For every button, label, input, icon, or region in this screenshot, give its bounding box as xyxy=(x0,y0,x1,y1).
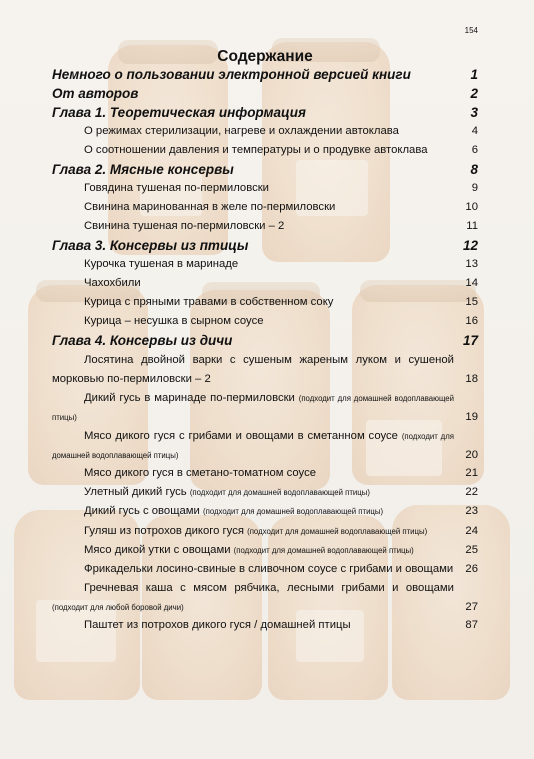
toc-chapter[interactable] xyxy=(52,237,478,256)
toc-entry[interactable] xyxy=(52,541,478,560)
toc-entry-label: О соотношении давления и температуры и о продувке автоклава xyxy=(84,144,428,156)
toc-entry-page: 87 xyxy=(465,619,478,631)
toc-entry-page: 4 xyxy=(471,125,478,137)
toc-entry[interactable] xyxy=(52,256,478,275)
toc-chapter-label: Глава 2. Мясные консервы xyxy=(52,162,234,177)
toc-entry-page: 14 xyxy=(465,277,478,289)
toc-chapter-page: 3 xyxy=(470,105,478,120)
toc-chapter-label: Глава 3. Консервы из птицы xyxy=(52,238,249,253)
toc-entry[interactable] xyxy=(52,142,478,161)
toc-entry-note: (подходит для любой боровой дичи) xyxy=(52,603,184,612)
toc-entry-label: Мясо дикого гуся в сметано-томатном соусе xyxy=(84,467,317,479)
toc-entry-page: 10 xyxy=(465,201,478,213)
toc-entry-label: Паштет из потрохов дикого гуся / домашней птицы xyxy=(84,619,351,631)
toc-entry-label: Гречневая каша с мясом рябчика, лесными грибами и овощами xyxy=(84,582,454,594)
toc-entry[interactable] xyxy=(52,123,478,142)
toc-chapter-page: 17 xyxy=(462,333,478,348)
toc-entry-label: Курочка тушеная в маринаде xyxy=(84,258,239,270)
page-number: 154 xyxy=(464,26,478,35)
toc-entry-page: 24 xyxy=(465,525,478,537)
toc-entry-page: 27 xyxy=(465,601,478,613)
toc-entry-label: Дикий гусь с овощами xyxy=(84,505,200,517)
toc-entry[interactable] xyxy=(52,484,478,503)
toc-entry-label: Лосятина двойной варки с сушеным жареным луком и сушеной морковью по-пермиловски – 2 xyxy=(52,354,454,385)
toc-entry-page: 1 xyxy=(470,67,478,82)
toc-entry[interactable] xyxy=(52,522,478,541)
toc-entry[interactable] xyxy=(52,579,478,617)
toc-entry-note: (подходит для домашней водоплавающей птицы) xyxy=(203,507,384,516)
toc-entry[interactable] xyxy=(52,465,478,484)
toc-entry-page: 2 xyxy=(470,86,478,101)
toc-entry-label: Мясо дикого гуся с грибами и овощами в сметанном соусе xyxy=(84,430,398,442)
toc-entry-page: 20 xyxy=(465,449,478,461)
toc-chapter[interactable] xyxy=(52,332,478,351)
toc-entry-page: 16 xyxy=(465,315,478,327)
toc-entry-label: Свинина тушеная по-пермиловски – 2 xyxy=(84,220,285,232)
toc-entry[interactable] xyxy=(52,351,478,389)
toc-entry-page: 23 xyxy=(465,505,478,517)
toc-entry-page: 9 xyxy=(471,182,478,194)
toc-chapter[interactable] xyxy=(52,161,478,180)
toc-entry-label: Свинина маринованная в желе по-пермиловски xyxy=(84,201,336,213)
toc-entry[interactable] xyxy=(52,66,478,85)
toc-entry[interactable] xyxy=(52,427,478,465)
table-of-contents xyxy=(52,26,478,636)
toc-entry-label: Курица с пряными травами в собственном соку xyxy=(84,296,334,308)
toc-entry-label: Чахохбили xyxy=(84,277,141,289)
toc-entry[interactable] xyxy=(52,85,478,104)
toc-chapter-page: 8 xyxy=(470,162,478,177)
toc-entry-page: 25 xyxy=(465,544,478,556)
toc-chapter-page: 12 xyxy=(462,238,478,253)
toc-entry-label: От авторов xyxy=(52,86,139,101)
toc-chapter[interactable] xyxy=(52,104,478,123)
toc-entry-label: Улетный дикий гусь xyxy=(84,486,187,498)
toc-entry-page: 6 xyxy=(471,144,478,156)
toc-entry[interactable] xyxy=(52,180,478,199)
toc-entry[interactable] xyxy=(52,199,478,218)
toc-entry-note: (подходит для домашней водоплавающей птицы) xyxy=(247,527,428,536)
toc-entry-page: 19 xyxy=(465,411,478,423)
toc-entry-note: (подходит для домашней водоплавающей птицы) xyxy=(189,488,370,497)
toc-entry[interactable] xyxy=(52,275,478,294)
toc-entry-page: 22 xyxy=(465,486,478,498)
toc-title: Содержание xyxy=(217,48,313,65)
toc-entry-label: Немного о пользовании электронной версией книги xyxy=(52,67,411,82)
toc-entry-label: Говядина тушеная по-пермиловски xyxy=(84,182,269,194)
toc-entry-label: Курица – несушка в сырном соусе xyxy=(84,315,264,327)
toc-entry-page: 18 xyxy=(465,373,478,385)
toc-entry[interactable] xyxy=(52,313,478,332)
toc-entry[interactable] xyxy=(52,617,478,636)
toc-entry[interactable] xyxy=(52,294,478,313)
toc-entry-page: 11 xyxy=(466,220,478,232)
toc-entry-label: О режимах стерилизации, нагреве и охлаждении автоклава xyxy=(84,125,399,137)
toc-entry-note: (подходит для домашней водоплавающей птицы) xyxy=(52,432,454,460)
toc-entry-label: Гуляш из потрохов дикого гуся xyxy=(84,525,244,537)
toc-chapter-label: Глава 1. Теоретическая информация xyxy=(52,105,306,120)
toc-entry-page: 21 xyxy=(465,467,478,479)
toc-entry-page: 13 xyxy=(465,258,478,270)
toc-entry-page: 15 xyxy=(465,296,478,308)
toc-entry[interactable] xyxy=(52,389,478,427)
toc-chapter-label: Глава 4. Консервы из дичи xyxy=(52,333,233,348)
toc-entry-page: 26 xyxy=(465,563,478,575)
toc-entry[interactable] xyxy=(52,503,478,522)
toc-entry-label: Мясо дикой утки с овощами xyxy=(84,544,231,556)
toc-entry-note: (подходит для домашней водоплавающей птицы) xyxy=(52,394,454,422)
toc-entry[interactable] xyxy=(52,218,478,237)
toc-entry-note: (подходит для домашней водоплавающей птицы) xyxy=(233,546,414,555)
toc-entry[interactable] xyxy=(52,560,478,579)
toc-entry-label: Фрикадельки лосино-свиные в сливочном соусе с грибами и овощами xyxy=(84,563,454,575)
toc-entry-label: Дикий гусь в маринаде по-пермиловски xyxy=(84,392,295,404)
